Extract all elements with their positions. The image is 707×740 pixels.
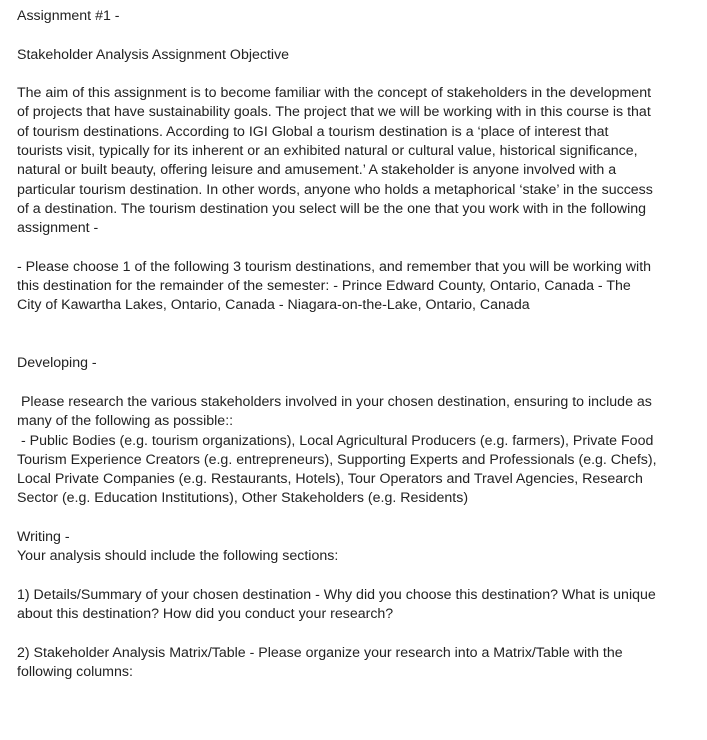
aim-paragraph: The aim of this assignment is to become familiar with the concept of stakeholders in the development of projects that have sustainability goals. The project that we will be working with in this course is that of tourism destinations. According to IGI Global a tourism destination is a ‘place of interest that tourists visit, typically for its inherent or an exhibited natural or cultural value, historical significance, natural or built beauty, offering leisure and amusement.’ A stakeholder is anyone involved with a particular tourism destination. In other words, anyone who holds a metaphorical ‘stake’ in the success of a destination. The tourism destination you select will be the one that you work with in the following assignment - [17,85,657,237]
writing-intro: Your analysis should include the following sections: [17,548,339,565]
choose-destination-paragraph: - Please choose 1 of the following 3 tourism destinations, and remember that you will be working with this destination for the remainder of the semester: - Prince Edward County, Ontario, Canada - The City of Kawartha Lakes, Ontario, Canada - Niagara-on-the-Lake, Ontario, Canada [17,258,655,314]
section-1-details: 1) Details/Summary of your chosen destination - Why did you choose this destination? What is unique about this destination? How did you conduct your research? [17,586,660,623]
developing-title: Developing - [17,355,97,372]
spacer [17,567,657,586]
spacer [17,26,657,45]
spacer [17,374,657,393]
objective-title: Stakeholder Analysis Assignment Objective [17,46,290,63]
stakeholder-list: - Public Bodies (e.g. tourism organizations), Local Agricultural Producers (e.g. farmers), Private Food Tourism Experience Creators (e.g. entrepreneurs), Supporting Experts and Professionals (e.g. Chefs), Local Private Companies (e.g. Restaurants, Hotels), Tour Operators and Travel Agencies, Research Sector (e.g. Education Institutions), Other Stakeholders (e.g. Residents) [17,432,661,507]
assignment-heading: Assignment #1 - [17,8,120,24]
assignment-document [17,7,661,682]
spacer [17,239,657,258]
spacer [17,316,657,355]
section-2-matrix: 2) Stakeholder Analysis Matrix/Table - Please organize your research into a Matrix/Table with the following columns: [17,644,627,681]
spacer [17,509,657,528]
spacer [17,625,657,644]
research-intro: Please research the various stakeholders involved in your chosen destination, ensuring to include as many of the following as possible:: [17,393,656,430]
writing-title: Writing - [17,529,70,546]
spacer [17,65,657,84]
